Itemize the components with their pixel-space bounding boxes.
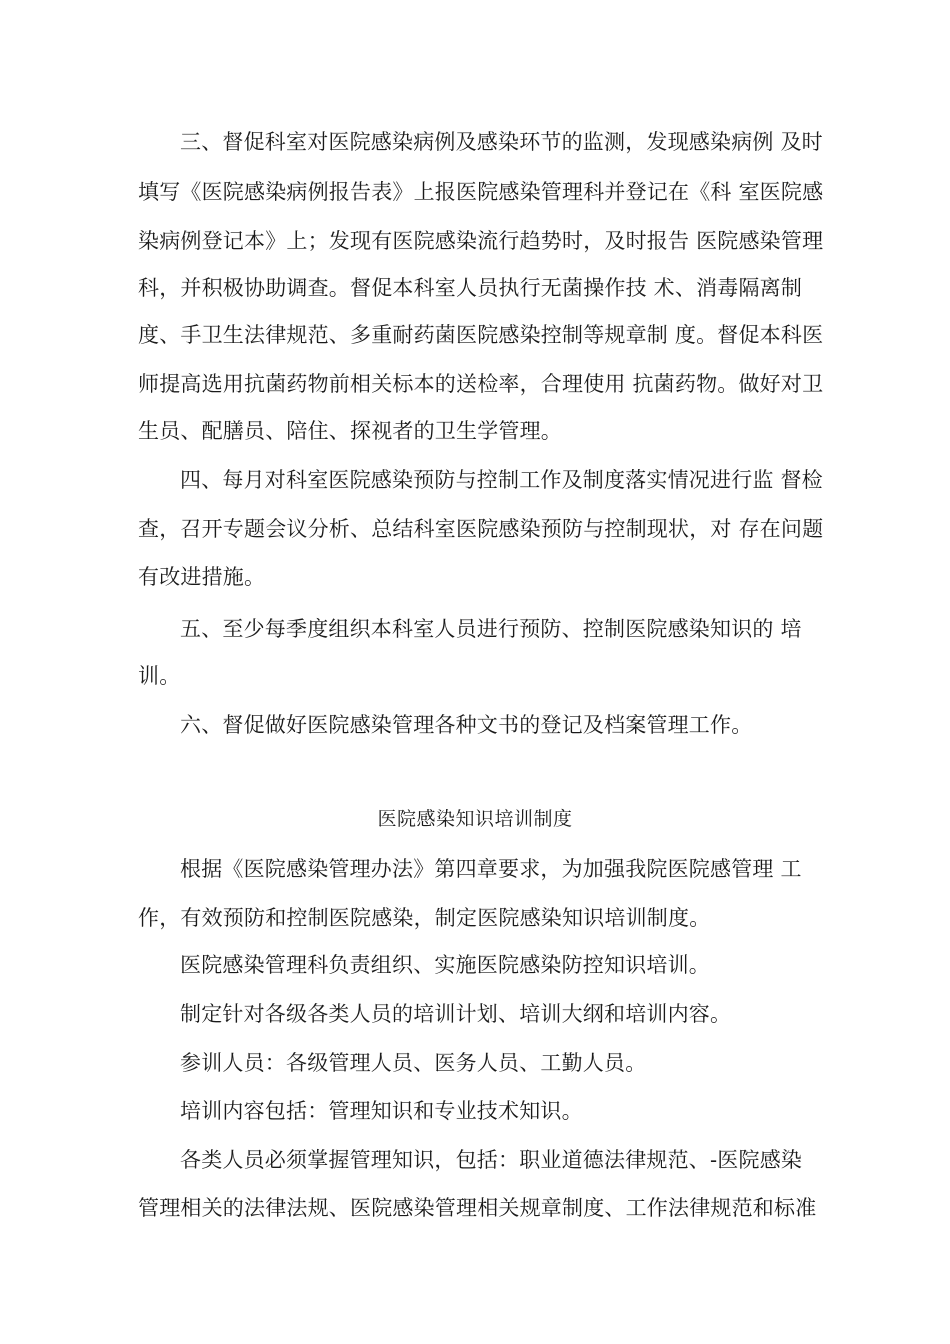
item3-line-3: 染病例登记本》上；发现有医院感染流行趋势时，及时报告 医院感染管理 xyxy=(138,229,824,253)
intro-line-2: 作，有效预防和控制医院感染，制定医院感染知识培训制度。 xyxy=(138,906,711,930)
item5-line-1: 五、至少每季度组织本科室人员进行预防、控制医院感染知识的 培 xyxy=(180,617,802,641)
paragraph-2: 制定针对各级各类人员的培训计划、培训大纲和培训内容。 xyxy=(180,1002,732,1026)
item4-line-1: 四、每月对科室医院感染预防与控制工作及制度落实情况进行监 督检 xyxy=(180,468,823,492)
paragraph-1: 医院感染管理科负责组织、实施医院感染防控知识培训。 xyxy=(180,953,710,977)
item5-line-2: 训。 xyxy=(138,664,181,688)
item3-line-6: 师提高选用抗菌药物前相关标本的送检率，合理使用 抗菌药物。做好对卫 xyxy=(138,372,824,396)
item4-line-2: 查，召开专题会议分析、总结科室医院感染预防与控制现状，对 存在问题 xyxy=(138,517,824,541)
item4-line-3: 有改进措施。 xyxy=(138,565,266,589)
item3-line-4: 科，并积极协助调查。督促本科室人员执行无菌操作技 术、消毒隔离制 xyxy=(138,276,803,300)
item3-line-5: 度、手卫生法律规范、多重耐药菌医院感染控制等规章制 度。督促本科医 xyxy=(138,323,824,347)
intro-line-1: 根据《医院感染管理办法》第四章要求，为加强我院医院感管理 工 xyxy=(180,857,802,881)
item3-line-7: 生员、配膳员、陪住、探视者的卫生学管理。 xyxy=(138,419,562,443)
item3-line-2: 填写《医院感染病例报告表》上报医院感染管理科并登记在《科 室医院感 xyxy=(138,180,824,204)
paragraph-4: 培训内容包括：管理知识和专业技术知识。 xyxy=(180,1099,583,1123)
paragraph-5-line-1: 各类人员必须掌握管理知识，包括：职业道德法律规范、-医院感染 xyxy=(180,1148,803,1172)
item3-line-1: 三、督促科室对医院感染病例及感染环节的监测，发现感染病例 及时 xyxy=(180,130,823,154)
paragraph-3: 参训人员：各级管理人员、医务人员、工勤人员。 xyxy=(180,1051,647,1075)
paragraph-5-line-2: 管理相关的法律法规、医院感染管理相关规章制度、工作法律规范和标准 xyxy=(138,1196,817,1220)
item6-line-1: 六、督促做好医院感染管理各种文书的登记及档案管理工作。 xyxy=(180,713,753,737)
section-title: 医院感染知识培训制度 xyxy=(377,808,573,830)
